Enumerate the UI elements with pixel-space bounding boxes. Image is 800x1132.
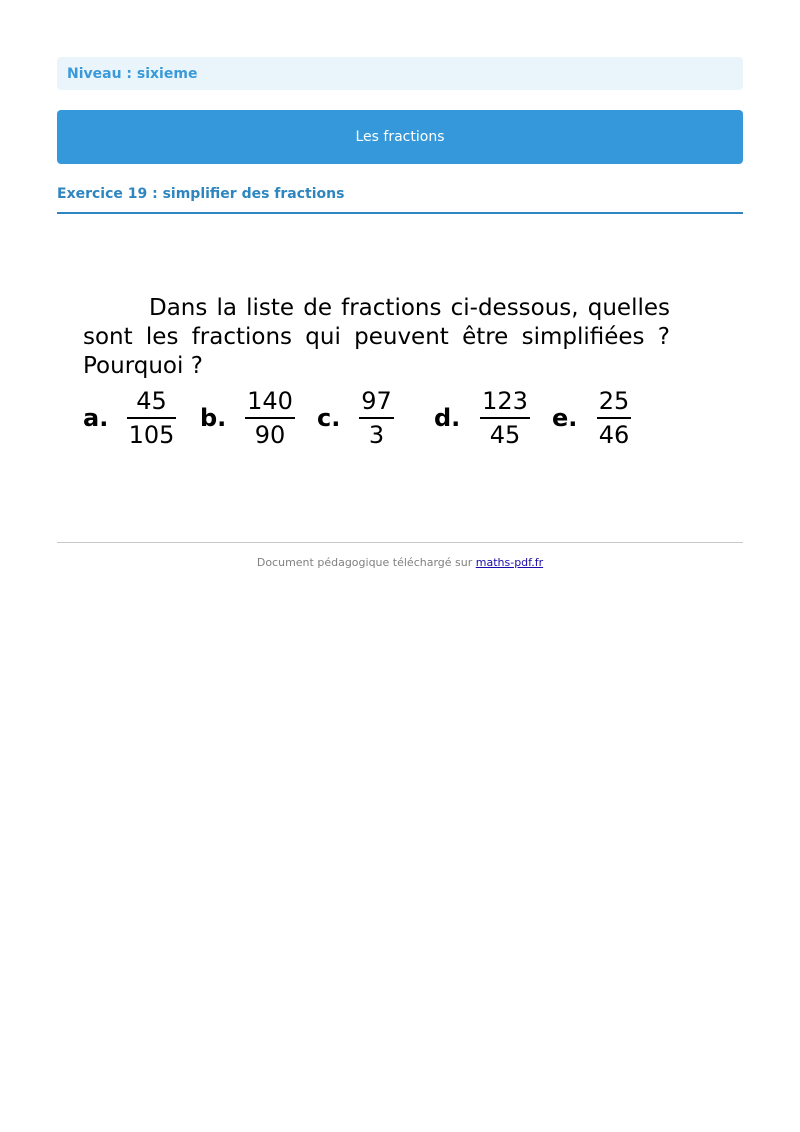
fraction-bar bbox=[245, 417, 295, 419]
footer-text: Document pédagogique téléchargé sur bbox=[256, 556, 476, 569]
level-label: Niveau : sixieme bbox=[67, 65, 198, 82]
chapter-title: Les fractions bbox=[355, 129, 445, 145]
fraction-b bbox=[245, 386, 295, 450]
fraction-letter-e: e. bbox=[552, 404, 578, 432]
fraction-letter-b: b. bbox=[200, 404, 227, 432]
fraction-denominator: 3 bbox=[368, 421, 385, 449]
chapter-banner bbox=[57, 110, 743, 164]
title-underline bbox=[57, 212, 743, 214]
fraction-denominator: 46 bbox=[598, 421, 630, 449]
fraction-numerator: 140 bbox=[247, 387, 293, 415]
fraction-a bbox=[127, 386, 176, 450]
footer-link[interactable]: maths-pdf.fr bbox=[475, 556, 544, 569]
fractions-list bbox=[0, 386, 800, 450]
fraction-letter-c: c. bbox=[317, 404, 341, 432]
exercise-title: Exercice 19 : simplifier des fractions bbox=[57, 186, 345, 202]
footer bbox=[57, 556, 743, 569]
fraction-bar bbox=[359, 417, 394, 419]
exercise-question: Dans la liste de fractions ci-dessous, quelles sont les fractions qui peuvent être simplifiées ? Pourquoi ? bbox=[83, 295, 670, 379]
fraction-bar bbox=[480, 417, 530, 419]
fraction-numerator: 123 bbox=[482, 387, 528, 415]
fraction-denominator: 45 bbox=[489, 421, 521, 449]
fraction-letter-d: d. bbox=[434, 404, 461, 432]
fraction-c bbox=[359, 386, 394, 450]
fraction-bar bbox=[597, 417, 631, 419]
fraction-d bbox=[480, 386, 530, 450]
fraction-numerator: 45 bbox=[136, 387, 167, 415]
fraction-denominator: 105 bbox=[128, 421, 175, 449]
footer-divider bbox=[57, 542, 743, 543]
fraction-letter-a: a. bbox=[83, 404, 109, 432]
fraction-e bbox=[597, 386, 631, 450]
fraction-numerator: 97 bbox=[361, 387, 392, 415]
fraction-bar bbox=[127, 417, 176, 419]
fraction-denominator: 90 bbox=[254, 421, 286, 449]
level-box bbox=[57, 57, 743, 90]
fraction-numerator: 25 bbox=[598, 387, 630, 415]
